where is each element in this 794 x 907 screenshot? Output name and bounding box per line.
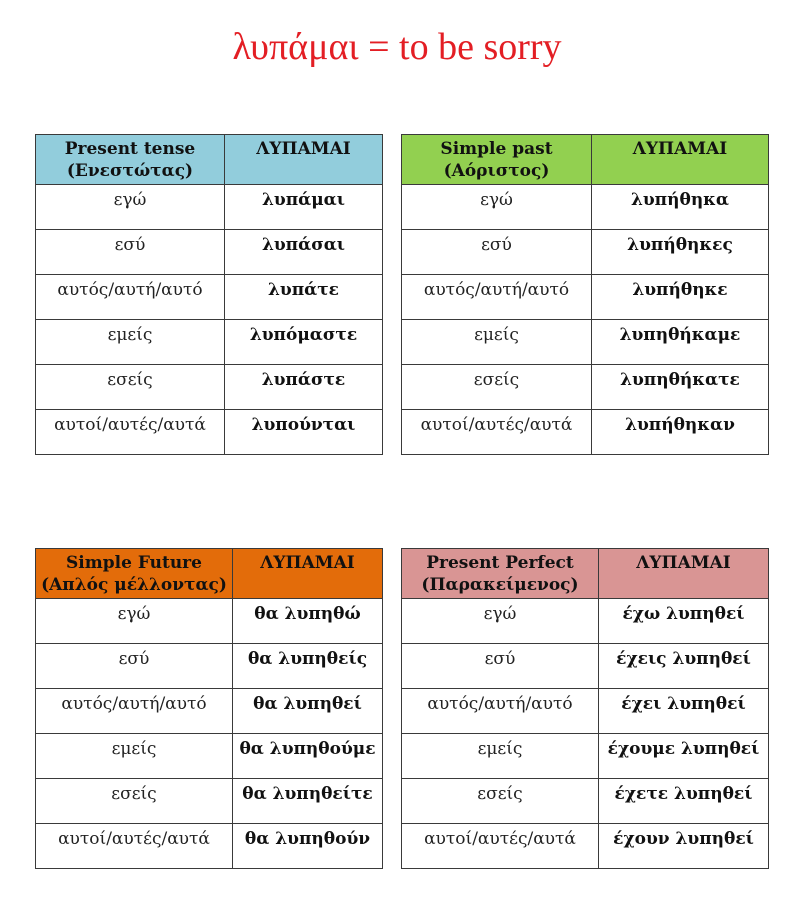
present-tense-table <box>35 134 383 455</box>
table-row <box>402 824 769 869</box>
pronoun-cell: εγώ <box>402 599 599 644</box>
verb-form-cell: έχουν λυπηθεί <box>599 824 769 869</box>
table-row <box>36 365 383 410</box>
table-row <box>402 644 769 689</box>
tense-greek-name: (Αόριστος) <box>443 161 550 181</box>
tense-header <box>402 135 592 185</box>
verb-form-cell: λυπηθήκαμε <box>592 320 769 365</box>
pronoun-cell: εσείς <box>36 779 233 824</box>
pronoun-cell: εσύ <box>402 644 599 689</box>
tense-header <box>36 549 233 599</box>
table-row <box>36 275 383 320</box>
pronoun-cell: εσείς <box>36 365 225 410</box>
table-row <box>402 734 769 779</box>
simple-future-table <box>35 548 383 869</box>
present-perfect-table <box>401 548 769 869</box>
pronoun-cell: εσύ <box>402 230 592 275</box>
table-row <box>402 365 769 410</box>
table-row <box>36 599 383 644</box>
verb-header: ΛΥΠΑΜΑΙ <box>225 135 383 185</box>
table-row <box>36 734 383 779</box>
table-header-row <box>36 549 383 599</box>
tense-name: Simple Future <box>66 553 202 573</box>
verb-header: ΛΥΠΑΜΑΙ <box>233 549 383 599</box>
pronoun-cell: εσείς <box>402 365 592 410</box>
table-row <box>402 779 769 824</box>
verb-form-cell: λυπούνται <box>225 410 383 455</box>
verb-form-cell: θα λυπηθείς <box>233 644 383 689</box>
table-row <box>402 230 769 275</box>
pronoun-cell: αυτοί/αυτές/αυτά <box>402 824 599 869</box>
verb-form-cell: έχουμε λυπηθεί <box>599 734 769 779</box>
verb-form-cell: λυπόμαστε <box>225 320 383 365</box>
tense-name: Simple past <box>440 139 553 159</box>
table-header-row <box>402 135 769 185</box>
pronoun-cell: αυτοί/αυτές/αυτά <box>402 410 592 455</box>
table-row <box>36 410 383 455</box>
verb-header: ΛΥΠΑΜΑΙ <box>592 135 769 185</box>
pronoun-cell: εγώ <box>402 185 592 230</box>
tense-header <box>36 135 225 185</box>
verb-form-cell: θα λυπηθείτε <box>233 779 383 824</box>
table-row <box>36 824 383 869</box>
tense-name: Present Perfect <box>426 553 574 573</box>
verb-form-cell: θα λυπηθούν <box>233 824 383 869</box>
pronoun-cell: εσύ <box>36 644 233 689</box>
tense-greek-name: (Απλός μέλλοντας) <box>41 575 227 595</box>
table-row <box>36 320 383 365</box>
table-row <box>402 275 769 320</box>
table-header-row <box>36 135 383 185</box>
table-row <box>402 185 769 230</box>
pronoun-cell: εσύ <box>36 230 225 275</box>
verb-form-cell: λυπήθηκα <box>592 185 769 230</box>
tense-greek-name: (Παρακείμενος) <box>421 575 579 595</box>
table-row <box>402 689 769 734</box>
pronoun-cell: αυτός/αυτή/αυτό <box>36 275 225 320</box>
verb-form-cell: λυπάστε <box>225 365 383 410</box>
verb-form-cell: λυπάμαι <box>225 185 383 230</box>
pronoun-cell: αυτοί/αυτές/αυτά <box>36 824 233 869</box>
pronoun-cell: εμείς <box>402 320 592 365</box>
pronoun-cell: εμείς <box>36 320 225 365</box>
verb-form-cell: λυπήθηκε <box>592 275 769 320</box>
verb-form-cell: λυπάσαι <box>225 230 383 275</box>
pronoun-cell: εμείς <box>36 734 233 779</box>
pronoun-cell: εγώ <box>36 599 233 644</box>
pronoun-cell: εγώ <box>36 185 225 230</box>
pronoun-cell: αυτός/αυτή/αυτό <box>402 275 592 320</box>
table-row <box>36 185 383 230</box>
verb-form-cell: έχω λυπηθεί <box>599 599 769 644</box>
pronoun-cell: εσείς <box>402 779 599 824</box>
verb-form-cell: θα λυπηθώ <box>233 599 383 644</box>
pronoun-cell: εμείς <box>402 734 599 779</box>
pronoun-cell: αυτοί/αυτές/αυτά <box>36 410 225 455</box>
verb-form-cell: θα λυπηθούμε <box>233 734 383 779</box>
table-row <box>402 410 769 455</box>
verb-form-cell: θα λυπηθεί <box>233 689 383 734</box>
verb-form-cell: λυπάτε <box>225 275 383 320</box>
pronoun-cell: αυτός/αυτή/αυτό <box>402 689 599 734</box>
tense-greek-name: (Ενεστώτας) <box>66 161 194 181</box>
table-header-row <box>402 549 769 599</box>
table-row <box>36 230 383 275</box>
verb-form-cell: λυπήθηκες <box>592 230 769 275</box>
table-row <box>402 320 769 365</box>
table-row <box>36 779 383 824</box>
verb-form-cell: έχετε λυπηθεί <box>599 779 769 824</box>
page-title: λυπάμαι = to be sorry <box>232 26 562 68</box>
pronoun-cell: αυτός/αυτή/αυτό <box>36 689 233 734</box>
table-row <box>36 644 383 689</box>
verb-form-cell: λυπήθηκαν <box>592 410 769 455</box>
table-row <box>36 689 383 734</box>
tense-name: Present tense <box>64 139 196 159</box>
verb-form-cell: έχεις λυπηθεί <box>599 644 769 689</box>
table-row <box>402 599 769 644</box>
simple-past-table <box>401 134 769 455</box>
verb-form-cell: λυπηθήκατε <box>592 365 769 410</box>
tense-header <box>402 549 599 599</box>
verb-header: ΛΥΠΑΜΑΙ <box>599 549 769 599</box>
verb-form-cell: έχει λυπηθεί <box>599 689 769 734</box>
